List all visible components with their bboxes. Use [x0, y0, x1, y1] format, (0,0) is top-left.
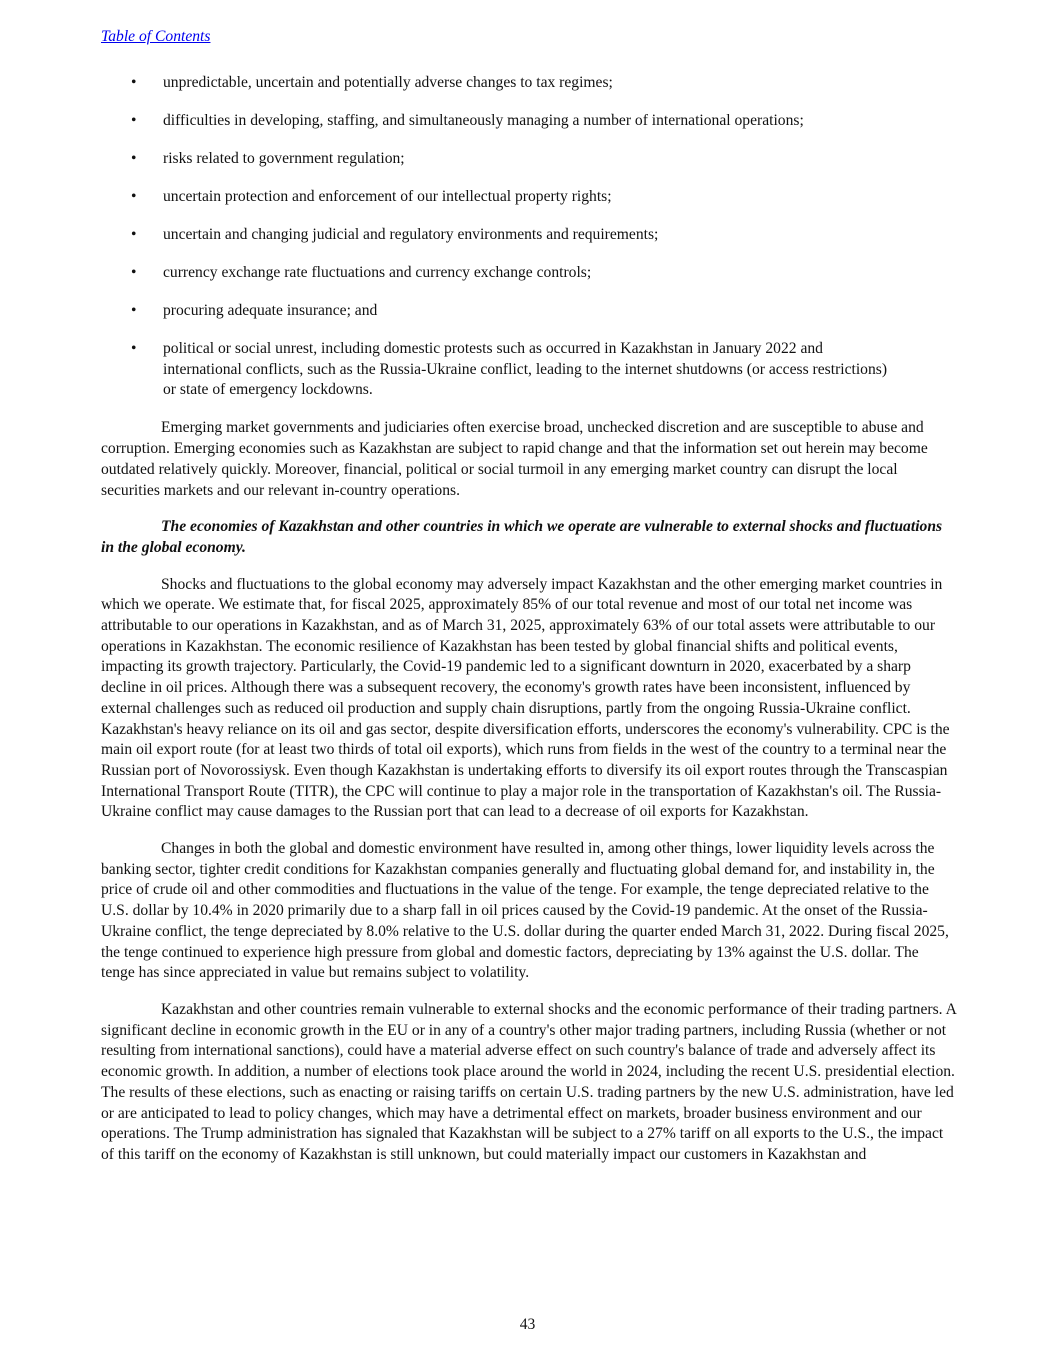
list-item — [101, 301, 956, 322]
table-of-contents-link[interactable]: Table of Contents — [101, 28, 211, 45]
paragraph-shocks: Shocks and fluctuations to the global economy may adversely impact Kazakhstan and the other emerging market countries in which we operate. We estimate that, for fiscal 2025, approximately 85% of our total revenue and most of our total net income was attributable to our operations in Kazakhstan, and as of March 31, 2025, approximately 63% of our total assets were attributable to our operations in Kazakhstan. The economic resilience of Kazakhstan has been tested by global financial shifts and political events, impacting its growth trajectory. Particularly, the Covid-19 pandemic led to a significant downturn in 2020, exacerbated by a sharp decline in oil prices. Although there was a subsequent recovery, the economy's growth rates have been inconsistent, influenced by external challenges such as reduced oil production and supply chain disruptions, partly from the ongoing Russia-Ukraine conflict. Kazakhstan's heavy reliance on its oil and gas sector, despite diversification efforts, underscores the economy's vulnerability. CPC is the main oil export route (for at least two thirds of total oil exports), which runs from fields in the west of the country to a terminal near the Russian port of Novorossiysk. Even though Kazakhstan is undertaking efforts to diversify its oil export routes through the Transcaspian International Transport Route (TITR), the CPC will continue to play a major role in the transportation of Kazakhstan's oil. The Russia-Ukraine conflict may cause damages to the Russian port that can lead to a decrease of oil exports for Kazakhstan. — [101, 575, 950, 821]
list-item — [101, 149, 956, 170]
bullet-icon: • — [131, 74, 137, 91]
list-item — [101, 187, 956, 208]
page-number: 43 — [519, 1316, 536, 1333]
list-item-text: political or social unrest, including domestic protests such as occurred in Kazakhstan in January 2022 and international conflicts, such as the Russia-Ukraine conflict, leading to the internet shutdowns (or access restrictions) or state of emergency lockdowns. — [163, 340, 888, 399]
list-item — [101, 339, 956, 401]
bullet-icon: • — [131, 112, 137, 129]
list-item — [101, 263, 956, 284]
paragraph-emerging-markets: Emerging market governments and judiciaries often exercise broad, unchecked discretion and are susceptible to abuse and corruption. Emerging economies such as Kazakhstan are subject to rapid change and that the information set out herein may become outdated relatively quickly. Moreover, financial, political or social turmoil in any emerging market country can disrupt the local securities markets and our relevant in-country operations. — [101, 419, 928, 499]
list-item-text: difficulties in developing, staffing, and simultaneously managing a number of international operations; — [163, 112, 804, 129]
list-item — [101, 73, 956, 94]
list-item — [101, 225, 956, 246]
bullet-icon: • — [131, 150, 137, 167]
page-content — [101, 73, 956, 1182]
bullet-icon: • — [131, 302, 137, 319]
list-item-text: unpredictable, uncertain and potentially adverse changes to tax regimes; — [163, 74, 613, 91]
list-item — [101, 111, 956, 132]
list-item-text: procuring adequate insurance; and — [163, 302, 378, 319]
bullet-icon: • — [131, 264, 137, 281]
paragraph-vulnerable: Kazakhstan and other countries remain vulnerable to external shocks and the economic performance of their trading partners. A significant decline in economic growth in the EU or in any of a country's other major trading partners, including Russia (whether or not resulting from international sanctions), could have a material adverse effect on such country's balance of trade and adversely affect its economic growth. In addition, a number of elections took place around the world in 2024, including the recent U.S. presidential election. The results of these elections, such as enacting or raising tariffs on certain U.S. trading partners by the new U.S. administration, have led or are anticipated to lead to policy changes, which may have a detrimental effect on markets, broader business environment and our operations. The Trump administration has signaled that Kazakhstan will be subject to a 27% tariff on all exports to the U.S., the impact of this tariff on the economy of Kazakhstan is still unknown, but could materially impact our customers in Kazakhstan and — [101, 1000, 956, 1163]
bullet-icon: • — [131, 340, 137, 357]
list-item-text: uncertain protection and enforcement of our intellectual property rights; — [163, 188, 612, 205]
list-item-text: uncertain and changing judicial and regulatory environments and requirements; — [163, 226, 659, 243]
risk-bullet-list — [101, 73, 956, 401]
bullet-icon: • — [131, 188, 137, 205]
list-item-text: currency exchange rate fluctuations and currency exchange controls; — [163, 264, 592, 281]
paragraph-changes: Changes in both the global and domestic environment have resulted in, among other things, lower liquidity levels across the banking sector, tighter credit conditions for Kazakhstan companies generally and fluctuating global demand for, and instability in, the price of crude oil and other commodities and fluctuations in the value of the tenge. For example, the tenge depreciated relative to the U.S. dollar by 10.4% in 2020 primarily due to a sharp fall in oil prices caused by the Covid-19 pandemic. At the onset of the Russia-Ukraine conflict, the tenge depreciated by 8.0% relative to the U.S. dollar during the quarter ended March 31, 2022. During fiscal 2025, the tenge continued to experience high pressure from global and domestic factors, depreciating by 13% against the U.S. dollar. The tenge has since appreciated in value but remains subject to volatility. — [101, 840, 949, 982]
list-item-text: risks related to government regulation; — [163, 150, 405, 167]
section-heading: The economies of Kazakhstan and other countries in which we operate are vulnerable to external shocks and fluctuations in the global economy. — [101, 518, 943, 556]
bullet-icon: • — [131, 226, 137, 243]
